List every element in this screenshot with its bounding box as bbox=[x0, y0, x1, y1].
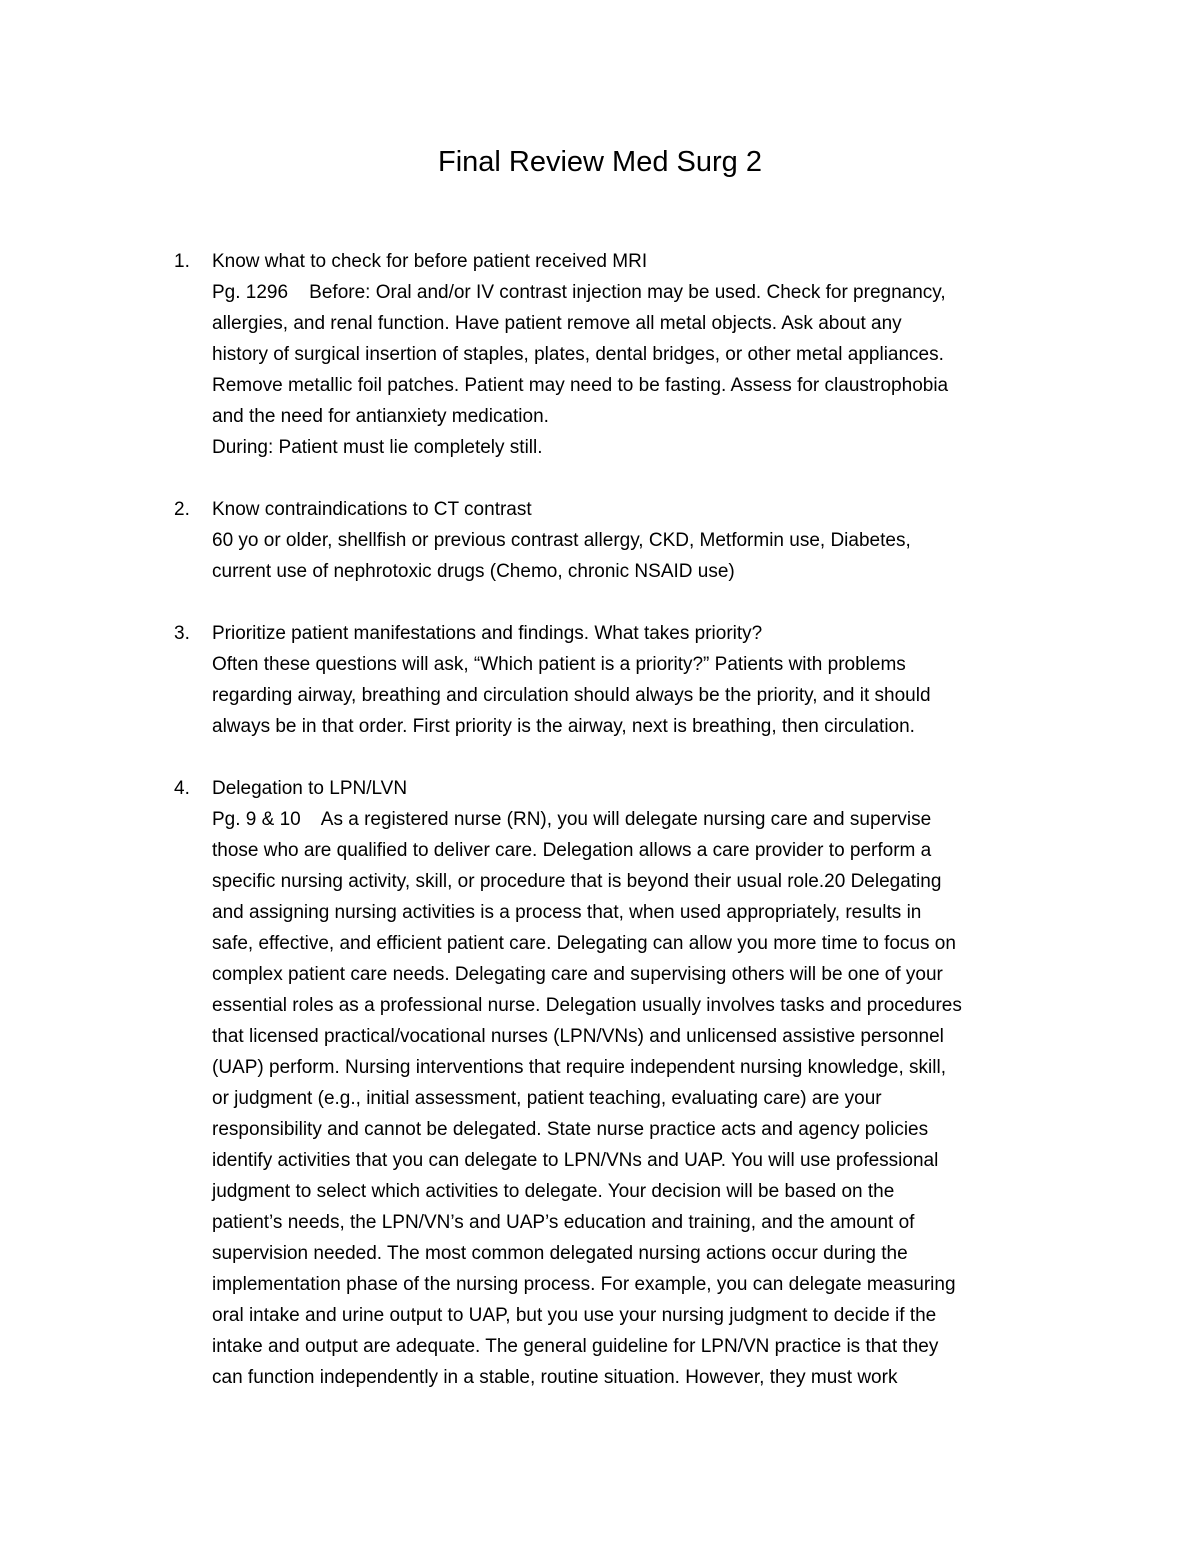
document-title: Final Review Med Surg 2 bbox=[438, 146, 762, 178]
item-answer-line: always be in that order. First priority is the airway, next is breathing, then circulation. bbox=[212, 716, 915, 737]
item-answer-line: (UAP) perform. Nursing interventions that require independent nursing knowledge, skill, bbox=[212, 1057, 946, 1078]
list-item bbox=[0, 246, 1200, 463]
list-item bbox=[0, 618, 1200, 742]
review-list bbox=[0, 246, 1200, 1424]
item-answer-line: 60 yo or older, shellfish or previous contrast allergy, CKD, Metformin use, Diabetes, bbox=[212, 530, 911, 551]
item-answer-line: history of surgical insertion of staples, plates, dental bridges, or other metal appliances. bbox=[212, 344, 944, 365]
item-answer-line: implementation phase of the nursing process. For example, you can delegate measuring bbox=[212, 1274, 956, 1295]
list-item bbox=[0, 494, 1200, 587]
item-answer-line: regarding airway, breathing and circulation should always be the priority, and it should bbox=[212, 685, 931, 706]
item-answer-line: and the need for antianxiety medication. bbox=[212, 406, 549, 427]
item-answer-line: and assigning nursing activities is a process that, when used appropriately, results in bbox=[212, 902, 922, 923]
item-answer-line: allergies, and renal function. Have patient remove all metal objects. Ask about any bbox=[212, 313, 902, 334]
item-answer-line: During: Patient must lie completely still. bbox=[212, 437, 543, 458]
list-item-number: 3. bbox=[174, 623, 190, 644]
item-answer-line: responsibility and cannot be delegated. State nurse practice acts and agency policies bbox=[212, 1119, 929, 1140]
item-answer-line: supervision needed. The most common delegated nursing actions occur during the bbox=[212, 1243, 908, 1264]
item-answer-line: judgment to select which activities to delegate. Your decision will be based on the bbox=[212, 1181, 895, 1202]
item-answer-line: safe, effective, and efficient patient care. Delegating can allow you more time to focus on bbox=[212, 933, 956, 954]
item-answer-line: or judgment (e.g., initial assessment, patient teaching, evaluating care) are your bbox=[212, 1088, 882, 1109]
list-item-body bbox=[212, 494, 1072, 587]
item-answer-line: Remove metallic foil patches. Patient may need to be fasting. Assess for claustrophobia bbox=[212, 375, 949, 396]
item-answer-line: Pg. 1296 Before: Oral and/or IV contrast injection may be used. Check for pregnancy, bbox=[212, 282, 946, 303]
list-item bbox=[0, 773, 1200, 1393]
item-answer-line: patient’s needs, the LPN/VN’s and UAP’s education and training, and the amount of bbox=[212, 1212, 915, 1233]
item-answer-line: intake and output are adequate. The general guideline for LPN/VN practice is that they bbox=[212, 1336, 939, 1357]
list-item-number: 2. bbox=[174, 499, 190, 520]
item-answer-line: that licensed practical/vocational nurses (LPN/VNs) and unlicensed assistive personnel bbox=[212, 1026, 944, 1047]
item-question: Prioritize patient manifestations and findings. What takes priority? bbox=[212, 623, 763, 644]
list-item-body bbox=[212, 246, 1072, 463]
item-answer-line: Pg. 9 & 10 As a registered nurse (RN), you will delegate nursing care and supervise bbox=[212, 809, 932, 830]
item-answer-line: can function independently in a stable, routine situation. However, they must work bbox=[212, 1367, 898, 1388]
item-answer-line: current use of nephrotoxic drugs (Chemo, chronic NSAID use) bbox=[212, 561, 735, 582]
item-answer-line: complex patient care needs. Delegating care and supervising others will be one of your bbox=[212, 964, 943, 985]
item-answer-line: Often these questions will ask, “Which patient is a priority?” Patients with problems bbox=[212, 654, 906, 675]
item-answer-line: oral intake and urine output to UAP, but you use your nursing judgment to decide if the bbox=[212, 1305, 937, 1326]
list-item-number: 4. bbox=[174, 778, 190, 799]
list-item-number: 1. bbox=[174, 251, 190, 272]
item-answer-line: specific nursing activity, skill, or procedure that is beyond their usual role.20 Delegating bbox=[212, 871, 942, 892]
list-item-body bbox=[212, 773, 1072, 1393]
item-answer-line: essential roles as a professional nurse. Delegation usually involves tasks and procedures bbox=[212, 995, 962, 1016]
list-item-body bbox=[212, 618, 1072, 742]
item-answer-line: identify activities that you can delegate to LPN/VNs and UAP. You will use professional bbox=[212, 1150, 939, 1171]
item-answer-line: those who are qualified to deliver care. Delegation allows a care provider to perform a bbox=[212, 840, 932, 861]
item-question: Know contraindications to CT contrast bbox=[212, 499, 532, 520]
item-question: Know what to check for before patient received MRI bbox=[212, 251, 648, 272]
item-question: Delegation to LPN/LVN bbox=[212, 778, 408, 799]
